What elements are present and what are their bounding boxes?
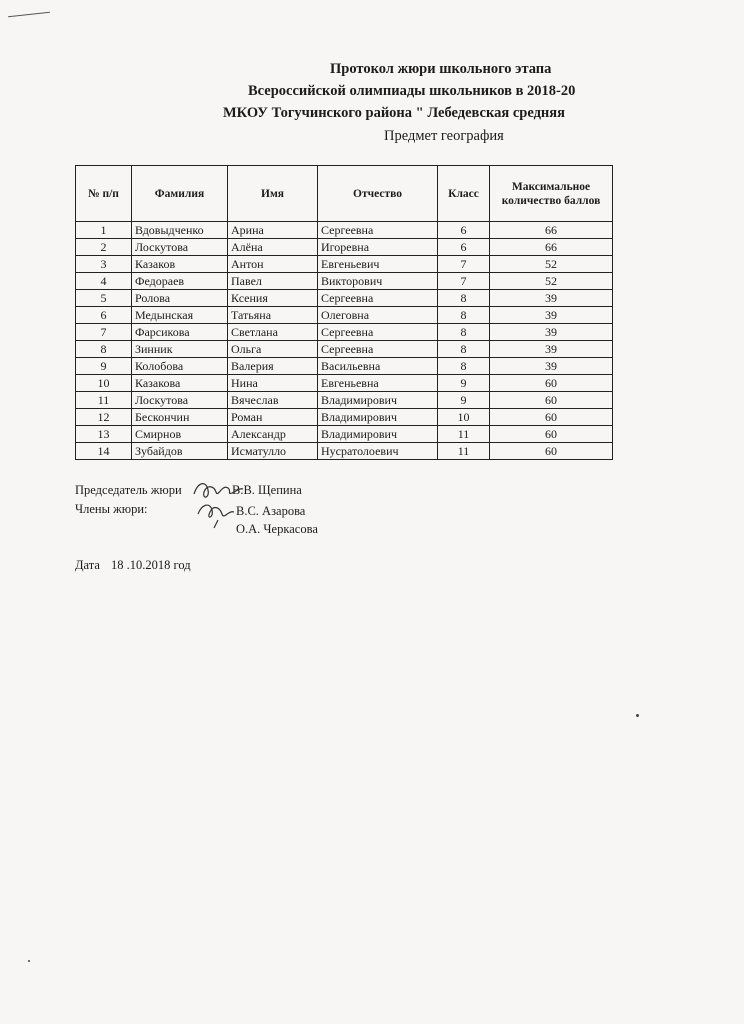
table-header-row [76, 166, 613, 222]
scan-speck [28, 960, 30, 962]
cell-number: 8 [76, 341, 132, 358]
cell-name: Вячеслав [228, 392, 318, 409]
table-row [76, 307, 613, 324]
cell-patronymic: Игоревна [318, 239, 438, 256]
table-row [76, 273, 613, 290]
table-row [76, 392, 613, 409]
cell-score: 39 [490, 290, 613, 307]
table-row [76, 324, 613, 341]
cell-name: Антон [228, 256, 318, 273]
cell-patronymic: Евгеньевич [318, 256, 438, 273]
protocol-title-line2: Всероссийской олимпиады школьников в 2018-20 [248, 83, 576, 99]
handwritten-signature [188, 474, 246, 530]
cell-name: Светлана [228, 324, 318, 341]
protocol-title-line1: Протокол жюри школьного этапа [330, 61, 552, 77]
cell-class: 11 [438, 426, 490, 443]
cell-name: Ксения [228, 290, 318, 307]
cell-number: 12 [76, 409, 132, 426]
cell-class: 7 [438, 273, 490, 290]
date-row [75, 558, 199, 573]
cell-surname: Ролова [132, 290, 228, 307]
cell-number: 10 [76, 375, 132, 392]
cell-class: 6 [438, 239, 490, 256]
cell-surname: Вдовыдченко [132, 222, 228, 239]
cell-class: 6 [438, 222, 490, 239]
jury-member-2: О.А. Черкасова [236, 522, 318, 536]
cell-score: 66 [490, 222, 613, 239]
jury-chair-name: В.В. Щепина [232, 483, 302, 497]
cell-number: 14 [76, 443, 132, 460]
cell-number: 4 [76, 273, 132, 290]
cell-patronymic: Сергеевна [318, 324, 438, 341]
cell-number: 9 [76, 358, 132, 375]
cell-class: 8 [438, 307, 490, 324]
cell-score: 66 [490, 239, 613, 256]
cell-class: 11 [438, 443, 490, 460]
cell-score: 39 [490, 358, 613, 375]
table-row [76, 409, 613, 426]
cell-class: 9 [438, 375, 490, 392]
cell-patronymic: Сергеевна [318, 290, 438, 307]
cell-number: 3 [76, 256, 132, 273]
cell-class: 8 [438, 324, 490, 341]
cell-score: 60 [490, 375, 613, 392]
cell-score: 60 [490, 426, 613, 443]
cell-name: Роман [228, 409, 318, 426]
cell-surname: Медынская [132, 307, 228, 324]
cell-number: 7 [76, 324, 132, 341]
cell-class: 7 [438, 256, 490, 273]
cell-score: 60 [490, 409, 613, 426]
table-row [76, 290, 613, 307]
cell-number: 1 [76, 222, 132, 239]
cell-surname: Зубайдов [132, 443, 228, 460]
table-row [76, 256, 613, 273]
cell-patronymic: Сергеевна [318, 341, 438, 358]
cell-class: 8 [438, 358, 490, 375]
cell-score: 60 [490, 392, 613, 409]
scan-speck [636, 714, 639, 717]
col-header-patronymic: Отчество [318, 166, 438, 222]
date-label: Дата [75, 558, 100, 572]
cell-surname: Лоскутова [132, 239, 228, 256]
cell-name: Павел [228, 273, 318, 290]
cell-patronymic: Васильевна [318, 358, 438, 375]
cell-name: Арина [228, 222, 318, 239]
cell-surname: Колобова [132, 358, 228, 375]
scan-mark [8, 12, 50, 17]
col-header-name: Имя [228, 166, 318, 222]
cell-surname: Казакова [132, 375, 228, 392]
col-header-number: № п/п [76, 166, 132, 222]
cell-name: Алёна [228, 239, 318, 256]
cell-score: 39 [490, 341, 613, 358]
table-row [76, 239, 613, 256]
cell-class: 8 [438, 341, 490, 358]
jury-member-1: В.С. Азарова [236, 504, 306, 518]
col-header-max-score: Максимальное количество баллов [490, 166, 613, 222]
cell-surname: Бескончин [132, 409, 228, 426]
cell-patronymic: Викторович [318, 273, 438, 290]
cell-name: Александр [228, 426, 318, 443]
cell-surname: Фарсикова [132, 324, 228, 341]
table-row [76, 375, 613, 392]
table-row [76, 443, 613, 460]
cell-surname: Зинник [132, 341, 228, 358]
cell-patronymic: Владимирович [318, 409, 438, 426]
cell-number: 11 [76, 392, 132, 409]
table-row [76, 358, 613, 375]
cell-score: 60 [490, 443, 613, 460]
cell-patronymic: Владимирович [318, 392, 438, 409]
col-header-surname: Фамилия [132, 166, 228, 222]
jury-chair-label: Председатель жюри [75, 483, 182, 497]
table-row [76, 222, 613, 239]
col-header-class: Класс [438, 166, 490, 222]
cell-name: Татьяна [228, 307, 318, 324]
cell-score: 52 [490, 273, 613, 290]
cell-class: 9 [438, 392, 490, 409]
cell-surname: Лоскутова [132, 392, 228, 409]
cell-patronymic: Нусратолоевич [318, 443, 438, 460]
cell-surname: Смирнов [132, 426, 228, 443]
cell-name: Ольга [228, 341, 318, 358]
cell-score: 39 [490, 324, 613, 341]
cell-class: 8 [438, 290, 490, 307]
cell-number: 6 [76, 307, 132, 324]
cell-number: 2 [76, 239, 132, 256]
cell-name: Нина [228, 375, 318, 392]
subject-line: Предмет география [384, 128, 504, 144]
cell-score: 39 [490, 307, 613, 324]
cell-patronymic: Сергеевна [318, 222, 438, 239]
cell-patronymic: Олеговна [318, 307, 438, 324]
cell-name: Валерия [228, 358, 318, 375]
protocol-title-line3: МКОУ Тогучинского района " Лебедевская средняя [223, 105, 565, 121]
jury-members-label: Члены жюри: [75, 502, 148, 516]
table-row [76, 341, 613, 358]
results-table [75, 165, 613, 460]
cell-number: 13 [76, 426, 132, 443]
cell-number: 5 [76, 290, 132, 307]
cell-surname: Федораев [132, 273, 228, 290]
date-value: 18 .10.2018 год [111, 558, 191, 572]
cell-patronymic: Евгеньевна [318, 375, 438, 392]
cell-class: 10 [438, 409, 490, 426]
cell-patronymic: Владимирович [318, 426, 438, 443]
cell-score: 52 [490, 256, 613, 273]
table-row [76, 426, 613, 443]
cell-surname: Казаков [132, 256, 228, 273]
cell-name: Исматулло [228, 443, 318, 460]
